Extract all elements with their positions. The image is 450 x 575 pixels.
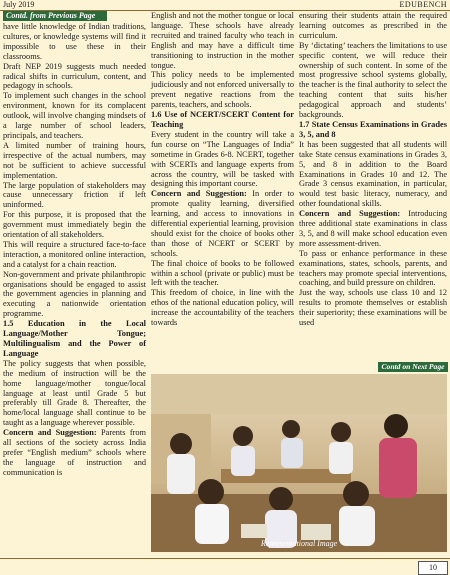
paragraph-text: In order to promote quality learning, diversified learning, and access to innovations in differential experiential learning, provision should exist for the choice of books other than those of NCERT or SCERT by schools. xyxy=(151,189,294,258)
paragraph: The final choice of books to be followed within a school (private or public) must be left with the teacher. xyxy=(151,258,294,288)
column-2 xyxy=(151,11,294,356)
paragraph: Draft NEP 2019 suggests much needed radical shifts in curriculum, content, and pedagogy in schools. xyxy=(3,61,146,91)
paragraph: have little knowledge of Indian traditions, cultures, or knowledge systems will find it impossible to use these in their classrooms. xyxy=(3,22,146,61)
paragraph: To pass or enhance performance in these examinations, states, schools, parents, and teachers may promote special interventions, coaching, and build pressure on children. xyxy=(299,248,447,288)
column-1 xyxy=(3,11,146,561)
column-3 xyxy=(299,11,447,356)
paragraph: The policy suggests that when possible, the medium of instruction will be the home language/mother tongue/local language at least until Grade 5 but preferably till Grade 8. Thereafter, the home/local language shall continue to be taught as a language wherever possible. xyxy=(3,358,146,428)
footer-rule xyxy=(0,558,450,559)
paragraph: ensuring their students attain the required learning outcomes as prescribed in the curriculum. xyxy=(299,11,447,40)
paragraph: Non-government and private philanthropic organisations should be engaged to assist the government agencies in planning and executing a nationwide orientation programme. xyxy=(3,269,146,319)
section-heading: 1.7 State Census Examinations in Grades 3, 5, and 8 xyxy=(299,119,447,139)
concern-label: Concern and Suggestion: xyxy=(3,428,97,438)
paragraph: By ‘dictating’ teachers the limitations to use specific content, we will reduce their ownership of such content. In some of the most progressive school systems globally, the teacher is the final authority to select the teaching content that suits his/her pedagogical approach and students’ backgrounds. xyxy=(299,40,447,120)
contd-from-previous-banner: Contd. from Previous Page xyxy=(3,11,107,21)
paragraph: A limited number of training hours, irrespective of the actual numbers, may not be sufficient to achieve successful implementation. xyxy=(3,140,146,180)
publication-name: EDUBENCH xyxy=(399,0,447,9)
paragraph: Just the way, schools use class 10 and 12 results to promote themselves or establish their superiority; these examinations will be used xyxy=(299,288,447,328)
classroom-photo xyxy=(151,374,447,552)
paragraph: For this purpose, it is proposed that the government must immediately begin the orientation of all stakeholders. xyxy=(3,210,146,240)
paragraph-text: Introducing three additional state examinations in class 3, 5, and 8 will make school education even more assessment-driven. xyxy=(299,209,447,248)
paragraph: To implement such changes in the school environment, known for its complacent outlook, will involve changing mindsets of a large number of school leaders, principals, and teachers. xyxy=(3,91,146,140)
concern-label: Concern and Suggestion: xyxy=(151,189,247,199)
paragraph: It has been suggested that all students will take State census examinations in Grades 3, 5, and 8 in addition to the Board Examinations in Grades 10 and 12. The Grade 3 census examination, in particular, would test basic literacy, numeracy, and other foundational skills. xyxy=(299,139,447,209)
section-heading: 1.6 Use of NCERT/SCERT Content for Teaching xyxy=(151,110,294,129)
paragraph xyxy=(299,209,447,249)
classroom-illustration xyxy=(151,374,447,552)
paragraph: The large population of stakeholders may cause unnecessary friction if left uninformed. xyxy=(3,180,146,210)
page-number: 10 xyxy=(418,561,448,575)
paragraph: This freedom of choice, in line with the ethos of the national education policy, will increase the accountability of the teachers towards xyxy=(151,288,294,328)
page-header xyxy=(0,0,450,11)
section-heading: 1.5 Education in the Local Language/Mother Tongue; Multilingualism and the Power of Language xyxy=(3,319,146,358)
paragraph xyxy=(3,428,146,478)
paragraph: This will require a structured face-to-face interaction, a monitored online interaction, and a catalyst for a chain reaction. xyxy=(3,239,146,269)
paragraph xyxy=(151,189,294,258)
contd-on-next-page-banner: Contd on Next Page xyxy=(378,362,448,372)
paragraph: This policy needs to be implemented judiciously and not enforced universally to prevent negative reactions from the parents, teachers, and schools. xyxy=(151,70,294,110)
paragraph: English and not the mother tongue or local language. These schools have already recruited and trained faculty who teach in English and may have a difficult time transitioning to instruction in the mother tongue. xyxy=(151,11,294,70)
issue-date: July 2019 xyxy=(3,0,35,9)
paragraph-text: Parents from all sections of the society across India prefer “English medium” schools where the language of instruction and communication is xyxy=(3,428,146,477)
paragraph: Every student in the country will take a fun course on “The Languages of India” sometime in Grades 6-8. NCERT, together with SCERTs and language experts from across the country, will be tasked with designing this important course. xyxy=(151,129,294,189)
photo-caption: Representational Image xyxy=(260,539,338,548)
concern-label: Concern and Suggestion: xyxy=(299,209,401,219)
